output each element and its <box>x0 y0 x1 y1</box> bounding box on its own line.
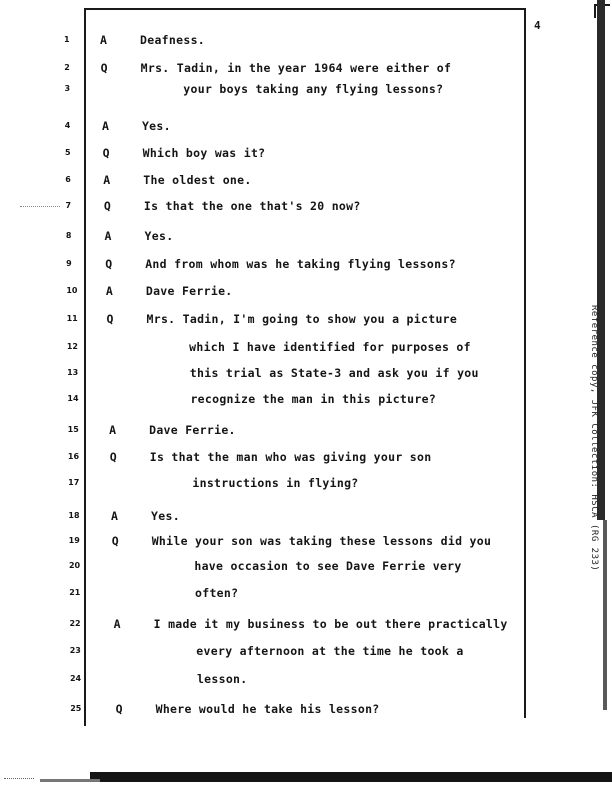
transcript-line <box>0 58 600 78</box>
transcript-line <box>0 281 600 301</box>
transcript-line <box>0 641 600 661</box>
line-number: 22 <box>69 619 81 628</box>
line-text: lesson. <box>196 672 248 686</box>
transcript-line <box>0 614 600 634</box>
line-number: 17 <box>68 478 80 487</box>
line-text: Mrs. Tadin, I'm going to show you a picture <box>146 312 458 326</box>
line-text: And from whom was he taking flying lessons? <box>145 257 456 271</box>
transcript-line <box>0 473 600 493</box>
speaker-label: A <box>109 423 117 437</box>
line-number: 6 <box>65 175 71 184</box>
speaker-label: Q <box>105 257 113 271</box>
speaker-label: A <box>111 509 118 523</box>
line-number: 3 <box>64 84 71 93</box>
speaker-label: A <box>105 284 113 298</box>
line-text: Is that the one that's 20 now? <box>143 199 361 213</box>
transcript-line <box>0 337 600 357</box>
page-number: 4 <box>534 19 541 32</box>
line-text: I made it my business to be out there practically <box>153 617 508 631</box>
transcript-line <box>0 447 600 467</box>
page-frame-top <box>84 8 526 10</box>
line-text: Mrs. Tadin, in the year 1964 were either of <box>140 61 452 75</box>
reference-stamp: Reference copy, JFK Collection: HSCA (RG 233) <box>589 305 599 572</box>
line-text: have occasion to see Dave Ferrie very <box>194 559 462 573</box>
line-text: Yes. <box>144 229 174 243</box>
line-text: Yes. <box>141 119 171 133</box>
transcript-line <box>0 531 600 551</box>
speaker-label: A <box>103 173 111 187</box>
line-text: recognize the man in this picture? <box>190 392 437 406</box>
transcript-line <box>0 420 600 440</box>
line-number: 20 <box>68 561 81 570</box>
line-number: 15 <box>67 425 79 434</box>
transcript-line <box>0 669 600 689</box>
line-text: every afternoon at the time he took a <box>196 644 464 658</box>
transcript-line <box>0 226 600 246</box>
transcript-line <box>0 389 600 409</box>
transcript-line <box>0 143 600 163</box>
line-number: 13 <box>67 368 79 377</box>
transcript-line <box>0 79 600 99</box>
line-number: 18 <box>68 511 80 520</box>
line-number: 11 <box>66 314 78 323</box>
line-text: While your son was taking these lessons did you <box>151 534 492 548</box>
line-number: 23 <box>69 646 81 655</box>
line-text: which I have identified for purposes of <box>189 340 471 354</box>
line-text: your boys taking any flying lessons? <box>183 82 444 96</box>
line-text: instructions in flying? <box>192 476 359 490</box>
speaker-label: A <box>113 617 121 631</box>
line-text: Dave Ferrie. <box>145 284 233 298</box>
transcript-line <box>0 30 600 50</box>
line-number: 19 <box>68 536 80 545</box>
line-number: 4 <box>64 121 71 130</box>
speaker-label: Q <box>109 450 117 464</box>
line-number: 8 <box>65 231 72 240</box>
speaker-label: Q <box>106 312 114 326</box>
line-number: 16 <box>67 452 80 461</box>
speaker-label: Q <box>111 534 119 548</box>
transcript-line <box>0 583 600 603</box>
scan-smudge <box>4 770 34 779</box>
transcript-line <box>0 196 600 216</box>
speaker-label: Q <box>115 702 123 716</box>
scan-bottom-bar <box>90 772 612 782</box>
speaker-label: Q <box>103 199 111 213</box>
line-text: Deafness. <box>140 33 206 47</box>
line-text: often? <box>195 586 239 600</box>
line-number: 9 <box>66 259 72 268</box>
line-text: Yes. <box>151 509 180 523</box>
line-text: this trial as State-3 and ask you if you <box>189 366 479 380</box>
line-number: 5 <box>65 148 71 157</box>
transcript-line <box>0 363 600 383</box>
transcript-line <box>0 506 600 526</box>
speaker-label: Q <box>102 146 110 160</box>
line-text: Where would he take his lesson? <box>155 702 380 716</box>
line-number: 21 <box>69 588 81 597</box>
line-number: 2 <box>64 63 70 72</box>
transcript-line <box>0 556 600 576</box>
line-text: Is that the man who was giving your son <box>149 450 432 464</box>
transcript-line <box>0 170 600 190</box>
transcript-line <box>0 116 600 136</box>
line-number: 12 <box>66 342 78 351</box>
line-number: 25 <box>70 704 82 713</box>
line-text: Which boy was it? <box>142 146 266 160</box>
speaker-label: A <box>101 119 109 133</box>
speaker-label: Q <box>100 61 108 75</box>
scan-edge-bar-lower <box>603 520 607 710</box>
line-text: The oldest one. <box>143 173 252 187</box>
line-number: 24 <box>69 674 82 683</box>
line-text: Dave Ferrie. <box>149 423 236 437</box>
scan-bottom-mark <box>40 779 100 782</box>
line-number: 1 <box>64 35 70 44</box>
line-number: 14 <box>67 394 79 403</box>
speaker-label: A <box>100 33 107 47</box>
transcript-line <box>0 254 600 274</box>
speaker-label: A <box>104 229 112 243</box>
line-number: 10 <box>66 286 78 295</box>
transcript-line <box>0 309 600 329</box>
transcript-line <box>0 699 600 719</box>
line-number: 7 <box>65 201 72 210</box>
